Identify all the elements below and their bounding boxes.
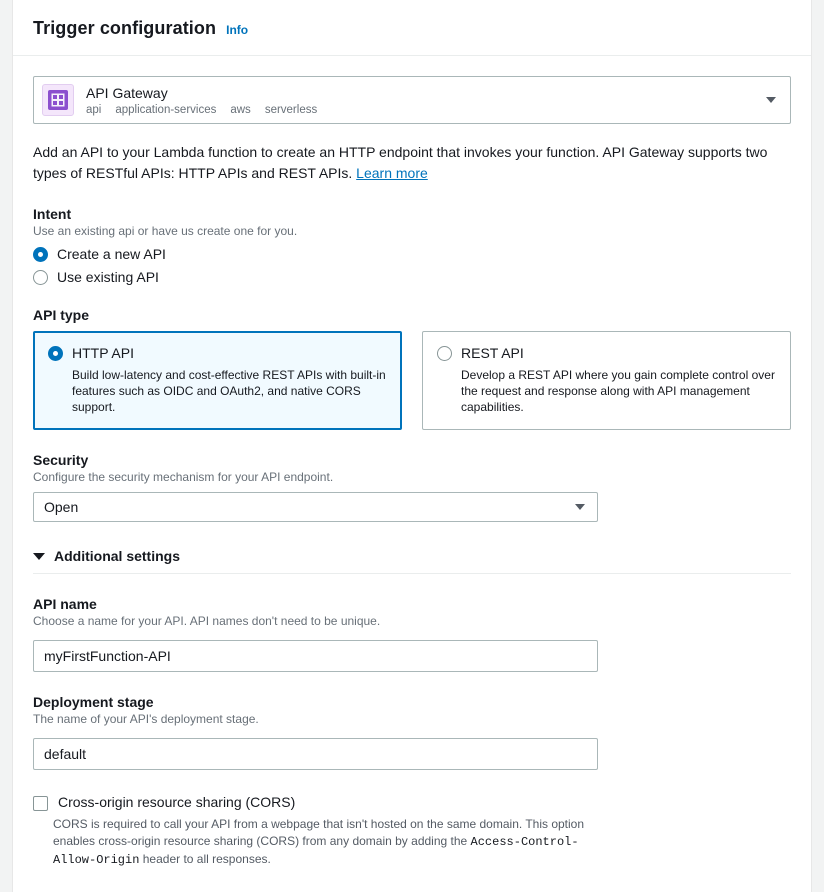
trigger-tag: api [86, 103, 102, 116]
api-name-hint: Choose a name for your API. API names don't need to be unique. [33, 614, 381, 628]
cors-texts [58, 794, 295, 811]
api-name-group [33, 596, 791, 672]
deployment-stage-hint: The name of your API's deployment stage. [33, 712, 259, 726]
page-title: Trigger configuration [33, 18, 217, 38]
chevron-down-icon[interactable] [575, 504, 585, 510]
tile-head [48, 345, 387, 361]
security-label: Security [33, 452, 89, 468]
trigger-service-name: API Gateway [86, 84, 168, 101]
tile-head [437, 345, 776, 361]
chevron-down-icon[interactable] [766, 97, 776, 103]
api-type-group [33, 307, 791, 430]
radio-icon-selected[interactable] [48, 346, 63, 361]
radio-icon[interactable] [437, 346, 452, 361]
tile-rest-api[interactable] [422, 331, 791, 430]
security-selected-value: Open [44, 499, 79, 515]
trigger-source-select[interactable] [33, 76, 791, 124]
cors-group [33, 794, 791, 811]
card-header [13, 0, 811, 56]
additional-settings-label: Additional settings [54, 548, 180, 564]
intent-hint: Use an existing api or have us create one for you. [33, 224, 298, 238]
info-link[interactable]: Info [226, 23, 249, 37]
triangle-down-icon[interactable] [33, 553, 45, 560]
additional-settings-toggle[interactable] [33, 548, 791, 574]
security-group [33, 452, 791, 522]
api-type-label: API type [33, 307, 90, 323]
cors-title: Cross-origin resource sharing (CORS) [58, 794, 296, 810]
cors-description-part2: header to all responses. [139, 852, 271, 866]
card-body [13, 56, 811, 892]
api-type-tiles [33, 331, 791, 430]
tile-description: Build low-latency and cost-effective REST APIs with built-in features such as OIDC and OAuth2, and native CORS support. [72, 368, 386, 414]
bottom-spacer [33, 869, 791, 892]
tile-title: HTTP API [72, 345, 134, 361]
radio-create-new-api[interactable] [33, 246, 791, 262]
intent-group [33, 206, 791, 285]
radio-label: Create a new API [57, 246, 166, 262]
api-name-input[interactable] [33, 640, 598, 672]
trigger-texts [86, 85, 317, 116]
security-select[interactable] [33, 492, 598, 522]
trigger-tags [86, 104, 317, 116]
deployment-stage-group [33, 694, 791, 770]
api-gateway-icon [42, 84, 74, 116]
cors-description [53, 816, 598, 869]
service-description-text: Add an API to your Lambda function to create an HTTP endpoint that invokes your function. API Gateway supports two types of RESTful APIs: HTTP APIs and REST APIs. [33, 144, 768, 181]
api-name-label: API name [33, 596, 97, 612]
trigger-tag: aws [230, 103, 251, 116]
deployment-stage-label: Deployment stage [33, 694, 154, 710]
deployment-stage-input[interactable] [33, 738, 598, 770]
tile-description: Develop a REST API where you gain complete control over the request and response along with API management capabilities. [461, 368, 775, 414]
radio-icon-selected[interactable] [33, 247, 48, 262]
radio-icon[interactable] [33, 270, 48, 285]
security-hint: Configure the security mechanism for your API endpoint. [33, 470, 334, 484]
radio-label: Use existing API [57, 269, 159, 285]
radio-use-existing-api[interactable] [33, 269, 791, 285]
trigger-tag: application-services [115, 103, 217, 116]
learn-more-link[interactable]: Learn more [356, 165, 428, 181]
tile-title: REST API [461, 345, 524, 361]
cors-description-code: Access-Control-Allow-Origin [53, 835, 579, 867]
tile-http-api[interactable] [33, 331, 402, 430]
service-description [33, 142, 791, 184]
cors-checkbox[interactable] [33, 796, 48, 811]
trigger-tag: serverless [264, 103, 318, 116]
intent-label: Intent [33, 206, 72, 222]
cors-description-part1: CORS is required to call your API from a webpage that isn't hosted on the same domain. This option enables cross-origin resource sharing (CORS) from any domain by adding the [53, 817, 585, 848]
trigger-configuration-card [12, 0, 812, 892]
